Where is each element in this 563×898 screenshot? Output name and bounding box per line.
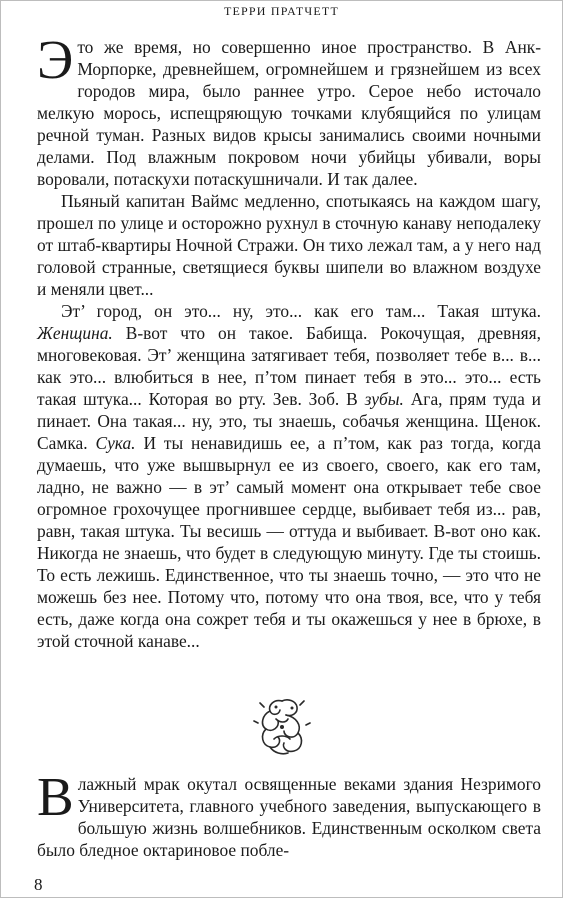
drop-cap-2: В bbox=[37, 766, 74, 827]
paragraph-3 bbox=[37, 300, 541, 652]
page-number: 8 bbox=[34, 875, 43, 894]
paragraph-3-text-a: Эт’ город, он это... ну, это... как его там... Такая штука. bbox=[61, 301, 541, 321]
paragraph-3-text-e: Ага, прям туда и пинает. Она такая... ну, это, ты знаешь, собачья женщина. Щенок. Самка. bbox=[37, 389, 541, 453]
text-block-section-2 bbox=[37, 766, 541, 861]
paragraph-1-text: то же время, но совершенно иное пространство. В Анк-Морпорке, древнейшем, огромнейшем и грязнейшем из всех городов мира, было раннее утро. Серое небо источало мелкую морось, испещряющую точками клубящийся по улицам речной туман. Разных видов крысы занимались своими ночными делами. Под влажным покровом ночи убийцы убивали, воры воровали, потаскухи потаскушничали. И так далее. bbox=[37, 37, 541, 189]
paragraph-2: Пьяный капитан Ваймс медленно, спотыкаясь на каждом шагу, прошел по улице и осторожно рухнул в сточную канаву неподалеку от штаб-квартиры Ночной Стражи. Он тихо лежал там, а у него над головой странные, светящиеся буквы шипели во влажном воздухе и меняли цвет... bbox=[37, 191, 541, 299]
paragraph-3-text-c: В-вот что он такое. Бабища. Рокочущая, древняя, многовековая. Эт’ женщина затягивает тебя, позволяет тебе в... в... как это... влюбиться в нее, п’том пинает тебя в это... это... есть такая штука... Которая во рту. Зев. Зоб. В bbox=[37, 323, 541, 409]
paragraph-4 bbox=[37, 766, 541, 861]
paragraph-4-text: лажный мрак окутал освященные веками здания Незримого Университета, главного учебного заведения, выпускающего в большую жизнь волшебников. Единственным осколком света было бледное октариновое побле- bbox=[37, 774, 541, 860]
italic-word-woman: Женщина. bbox=[37, 323, 113, 343]
paragraph-3-text-g: И ты ненавидишь ее, а п’том, как раз тогда, когда думаешь, что уже вышвырнул ее из своего, своего, как его там, ладно, не важно — в эт’ самый момент она открывает тебе свое огромное грохочущее прогнившее сердце, выбивает тебя из... рав, равн, такая штука. Ты весишь — оттуда и выбивает. В-вот оно как. Никогда не знаешь, что будет в следующую минуту. Где ты стоишь. То есть лежишь. Единственное, что ты знаешь точно, — это что не можешь без нее. Потому что, потому что она твоя, все, что у тебя есть, даже когда она сожрет тебя и ты окажешься у нее в брюхе, в этой сточной канаве... bbox=[37, 433, 541, 651]
italic-word-bitch: Сука. bbox=[95, 433, 136, 453]
running-header: ТЕРРИ ПРАТЧЕТТ bbox=[223, 4, 339, 18]
text-block-section-1 bbox=[37, 29, 541, 652]
italic-word-teeth: зубы. bbox=[364, 389, 404, 409]
drop-cap: Э bbox=[37, 29, 74, 90]
dragon-ornament-icon bbox=[252, 695, 312, 759]
paragraph-1 bbox=[37, 29, 541, 190]
